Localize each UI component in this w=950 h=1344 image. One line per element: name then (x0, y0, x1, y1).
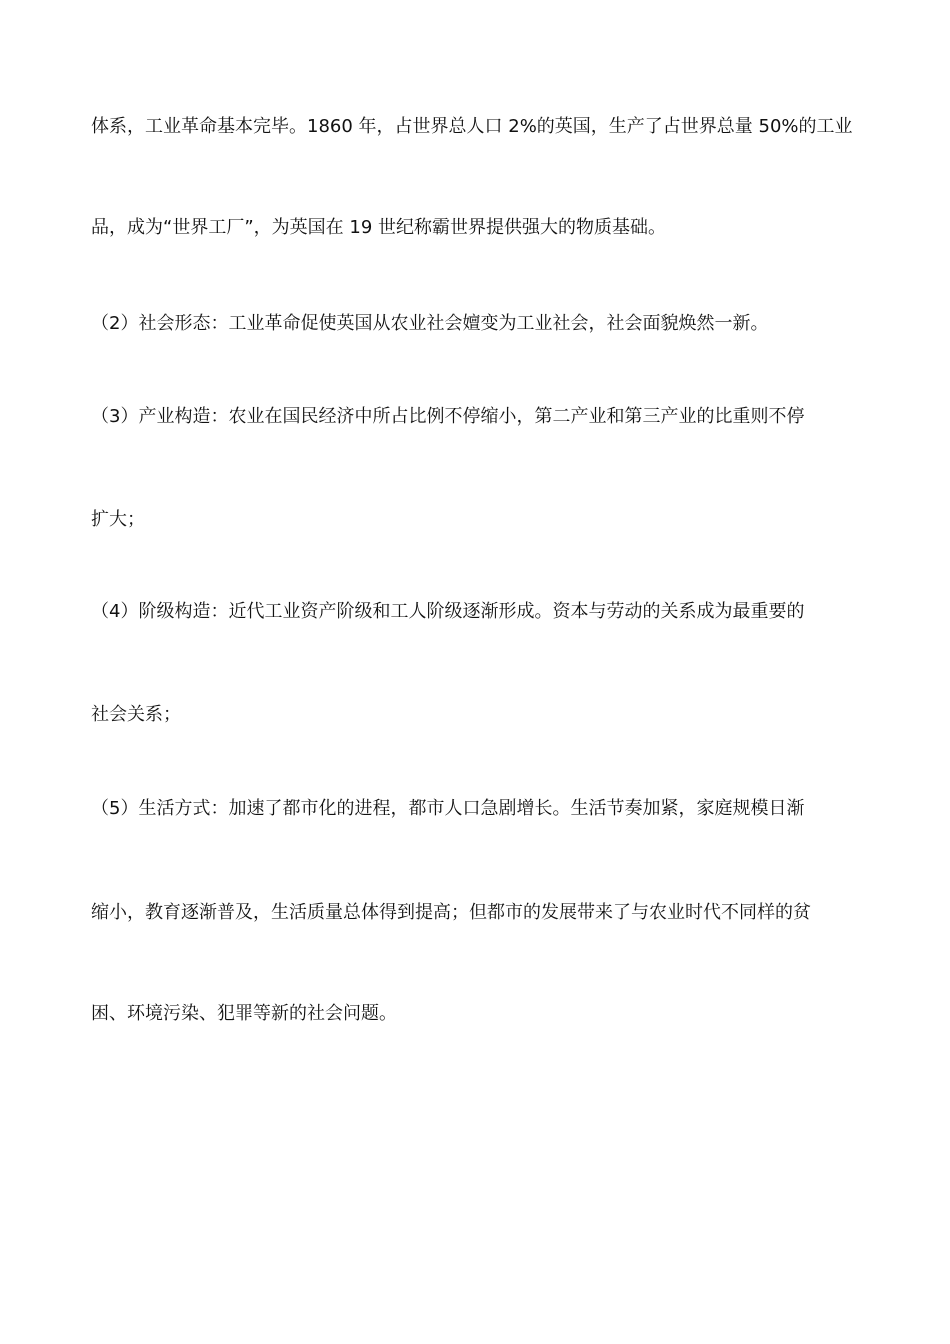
text-line: （5）生活方式：加速了都市化的进程，都市人口急剧增长。生活节奏加紧，家庭规模日渐 (91, 798, 805, 819)
text-line: 困、环境污染、犯罪等新的社会问题。 (91, 1003, 397, 1024)
text-line: 品，成为“世界工厂”，为英国在 19 世纪称霸世界提供强大的物质基础。 (91, 217, 666, 238)
text-line: （3）产业构造：农业在国民经济中所占比例不停缩小，第二产业和第三产业的比重则不停 (91, 406, 805, 427)
text-line: 社会关系； (91, 704, 181, 725)
text-line: 体系，工业革命基本完毕。1860 年，占世界总人口 2%的英国，生产了占世界总量 50%的工业 (91, 116, 853, 137)
text-line: 缩小，教育逐渐普及，生活质量总体得到提高；但都市的发展带来了与农业时代不同样的贫 (91, 902, 811, 923)
text-line: （4）阶级构造：近代工业资产阶级和工人阶级逐渐形成。资本与劳动的关系成为最重要的 (91, 601, 805, 622)
text-line: 扩大； (91, 509, 145, 530)
text-line: （2）社会形态：工业革命促使英国从农业社会嬗变为工业社会，社会面貌焕然一新。 (91, 313, 769, 334)
